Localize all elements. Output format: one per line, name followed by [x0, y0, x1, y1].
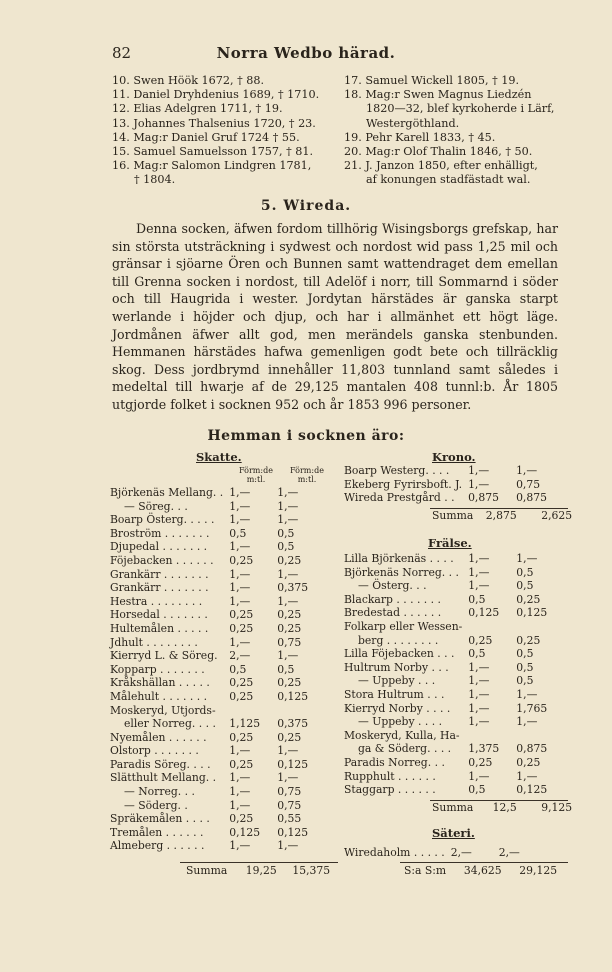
farm-name: Moskeryd, Kulla, Ha- [344, 728, 460, 742]
farm-name: — Uppeby . . . . [358, 715, 443, 729]
section-title: 5. Wireda. [260, 198, 352, 214]
table-row [344, 606, 562, 620]
mantal-value: 0,25 [229, 730, 254, 744]
paragraph: Denna socken, äfwen fordom tillhörig Wisingsborgs grefskap, har sin största utsträckning i sydwest och nordost wid pass 1,25 mil och gränsar i sjöarne Ören och Bunnen samt wattendraget dem emellan till Grenna socken i nordost, till Adelöf i norr, till Sommarnd i söder och till Haugrida i wester. Jordytan härstädes är ganska starpt werlande i höjder och djup, och har i allmänhet ett högt läge. Jordmånen äfwer allt god, men merändels ganska stenbunden. Hemmanen härstädes hafwa gemenligen godt bete och tillräcklig skog. Dess jordbrymd innehåller 11,803 tunnland samt således i medeltal till hwarje af de 29,125 mantalen 408 tunnl:b. År 1805 utgjorde folket i socknen 952 och år 1853 996 personer. [112, 221, 558, 412]
table-row [344, 620, 562, 634]
mantal-value: 1,— [468, 579, 490, 593]
table-row [344, 715, 562, 729]
farm-name: berg . . . . . . . . [358, 633, 439, 647]
table-row [344, 770, 562, 784]
mantal-value: 0,875 [468, 491, 499, 505]
mantal-value: 1,— [468, 674, 490, 688]
mantal-value: 0,375 [277, 581, 309, 595]
mantal-value: 0,25 [468, 755, 493, 769]
mantal-value [516, 729, 562, 743]
mantal-value: 0,25 [229, 608, 254, 622]
mantal-value: 1,— [468, 565, 490, 579]
mantal-value: 0,75 [277, 785, 302, 799]
mantal-value: 0,5 [516, 579, 534, 593]
mantal-value: 1,— [229, 513, 251, 527]
skatte-col2-header: Förm:de m:tl. [290, 466, 324, 484]
list-item: 18. Mag:r Swen Magnus Liedzén [344, 88, 532, 102]
farm-name: Folkarp eller Wessen- [344, 619, 463, 633]
mantal-value: 0,125 [277, 689, 309, 703]
table-row [344, 783, 562, 797]
table-row [344, 478, 562, 492]
mantal-value: 1,125 [229, 717, 261, 731]
farm-name: Grankärr . . . . . . . [110, 581, 209, 595]
mantal-value: 0,25 [229, 689, 254, 703]
sum-value: 2,875 [485, 509, 517, 522]
running-title: Norra Wedbo härad. [216, 44, 396, 62]
farm-name: Kråkshällan . . . . . [110, 676, 210, 690]
farm-name: — Söreg. . . [124, 499, 188, 513]
table-row [110, 554, 323, 568]
sum-value: 2,625 [541, 509, 573, 522]
list-item: 14. Mag:r Daniel Gruf 1724 † 55. [112, 130, 300, 144]
table-row [110, 785, 323, 799]
mantal-value: 0,75 [516, 477, 541, 491]
mantal-value: 0,5 [277, 540, 295, 554]
skatte-heading: Skatte. [196, 450, 242, 464]
farm-name: — Norreg. . . [124, 785, 195, 799]
farm-name: Föjebacken . . . . . . [110, 553, 214, 567]
table-row [344, 593, 562, 607]
farm-name: Hultrum Norby . . . [344, 660, 449, 674]
sateri-heading: Säteri. [432, 826, 475, 840]
mantal-value: 1,— [516, 552, 538, 565]
farm-name: Moskeryd, Utjords- [110, 703, 216, 717]
mantal-value: 0,5 [516, 565, 534, 579]
fralse-table [344, 552, 562, 797]
farm-name: Hultemålen . . . . . [110, 621, 209, 635]
table-row [344, 464, 562, 478]
table-row [110, 663, 323, 677]
mantal-value: 0,125 [277, 825, 309, 839]
farm-name: Nyemålen . . . . . . [110, 730, 207, 744]
farm-name: Boarp Westerg. . . . [344, 464, 450, 477]
farm-name: Wireda Prestgård . . [344, 491, 455, 505]
mantal-value: 0,125 [277, 757, 309, 771]
table-row [110, 486, 323, 500]
farm-name: Bredestad . . . . . . [344, 606, 442, 620]
mantal-value: 1,— [468, 464, 490, 477]
farm-name: — Uppeby . . . [358, 674, 436, 688]
mantal-value: 0,875 [516, 491, 547, 505]
mantal-value: 1,— [468, 552, 490, 565]
farm-name: Boarp Österg. . . . . [110, 513, 215, 527]
sum-label: Summa [186, 864, 228, 877]
list-item: 1820—32, blef kyrkoherde i Lärf, [366, 102, 555, 116]
farm-name: Spräkemålen . . . . [110, 812, 210, 826]
mantal-value: 0,25 [516, 633, 541, 647]
mantal-value: 1,— [277, 486, 299, 499]
sum-rule [400, 862, 568, 863]
mantal-value: 1,— [229, 486, 251, 499]
mantal-value: 0,55 [277, 812, 302, 826]
mantal-value: 1,— [516, 464, 538, 477]
mantal-value: 2,— [450, 846, 472, 859]
farm-name: Kierryd Norby . . . . [344, 701, 451, 715]
farm-name: Paradis Söreg. . . . [110, 757, 211, 771]
farm-name: Jdhult . . . . . . . . [110, 635, 198, 649]
farm-name: Målehult . . . . . . . [110, 689, 208, 703]
mantal-value: 1,— [516, 769, 538, 783]
farm-name: Horsedal . . . . . . . [110, 608, 208, 622]
list-item: 10. Swen Höök 1672, † 88. [112, 74, 265, 87]
farm-name: Almeberg . . . . . . [110, 839, 205, 853]
mantal-value: 0,125 [516, 783, 548, 797]
farm-name: Stora Hultrum . . . [344, 687, 445, 701]
mantal-value: 0,5 [468, 647, 486, 661]
table-row [344, 634, 562, 648]
mantal-value: 0,5 [516, 660, 534, 674]
table-row [344, 742, 562, 756]
mantal-value: 0,125 [516, 606, 548, 620]
mantal-value: 1,— [468, 701, 490, 715]
farm-name: Björkenäs Mellang. . [110, 486, 224, 499]
mantal-value: 1,— [468, 477, 490, 491]
table-row [344, 491, 562, 505]
mantal-value: 0,5 [277, 662, 295, 676]
mantal-value: 1,375 [468, 742, 500, 756]
table-row [110, 608, 323, 622]
mantal-value: 1,— [229, 499, 251, 513]
mantal-value: 0,25 [516, 592, 541, 606]
mantal-value: 0,25 [277, 730, 302, 744]
farm-name: Rupphult . . . . . . [344, 769, 436, 783]
mantal-value: 0,5 [516, 674, 534, 688]
mantal-value: 1,— [468, 687, 490, 701]
farm-name: Kopparp . . . . . . . [110, 662, 205, 676]
list-item: 21. J. Janzon 1850, efter enhälligt, [344, 159, 538, 173]
mantal-value: 0,25 [468, 633, 493, 647]
list-item: † 1804. [134, 173, 176, 187]
list-item: af konungen stadfästadt wal. [366, 173, 531, 187]
list-item: 20. Mag:r Olof Thalin 1846, † 50. [344, 145, 533, 159]
list-item: Westergöthland. [366, 116, 460, 130]
farm-name: Lilla Föjebacken . . . [344, 647, 455, 661]
sum-value: 12,5 [492, 801, 517, 814]
table-row [110, 799, 323, 813]
table-row [110, 676, 323, 690]
mantal-value: 2,— [229, 649, 251, 663]
mantal-value: 1,— [277, 771, 299, 785]
mantal-value: 0,25 [277, 676, 302, 690]
mantal-value: 0,375 [277, 717, 309, 731]
mantal-value [462, 729, 516, 743]
mantal-value: 1,— [516, 715, 538, 729]
krono-heading: Krono. [432, 450, 476, 464]
mantal-value [516, 620, 562, 634]
mantal-value: 0,75 [277, 798, 302, 812]
parish-description [112, 220, 558, 414]
mantal-value [277, 704, 323, 718]
list-item: 12. Elias Adelgren 1711, † 19. [112, 102, 283, 116]
mantal-value: 1,— [229, 839, 251, 853]
list-item: 11. Daniel Dryhdenius 1689, † 1710. [112, 88, 320, 102]
mantal-value: 1,— [468, 715, 490, 729]
table-row [110, 500, 323, 514]
table-row [110, 636, 323, 650]
sum-rule [180, 862, 338, 863]
mantal-value: 1,— [277, 499, 299, 513]
farm-name: Hestra . . . . . . . . [110, 594, 203, 608]
mantal-value: 0,5 [516, 647, 534, 661]
mantal-value: 1,— [229, 581, 251, 595]
farm-name: Slätthult Mellang. . [110, 771, 217, 785]
mantal-value: 0,5 [468, 592, 486, 606]
skatte-table [110, 486, 323, 853]
table-row [110, 527, 323, 541]
sum-label: S:a S:m [404, 864, 447, 877]
krono-sum [432, 509, 572, 522]
farm-name: Kierryd L. & Söreg. [110, 649, 218, 663]
table-row [344, 579, 562, 593]
list-item: 13. Johannes Thalsenius 1720, † 23. [112, 116, 316, 130]
mantal-value: 0,75 [277, 635, 302, 649]
farm-name: Lilla Björkenäs . . . . [344, 552, 454, 565]
mantal-value: 0,25 [229, 757, 254, 771]
table-row [110, 649, 323, 663]
table-row [110, 595, 323, 609]
table-row [344, 756, 562, 770]
mantal-value: 1,— [229, 771, 251, 785]
pastor-list-left [112, 74, 319, 188]
sum-value: 29,125 [519, 864, 558, 877]
table-row [110, 540, 323, 554]
table-row [344, 729, 562, 743]
mantal-value: 1,— [229, 785, 251, 799]
farm-name: Paradis Norreg. . . [344, 755, 445, 769]
mantal-value: 1,— [229, 635, 251, 649]
table-row [344, 674, 562, 688]
hemman-title: Hemman i socknen äro: [207, 428, 405, 444]
fralse-heading: Frälse. [428, 536, 472, 550]
mantal-value: 1,— [229, 798, 251, 812]
mantal-value: 0,25 [229, 676, 254, 690]
mantal-value: 1,— [229, 540, 251, 554]
table-row [344, 647, 562, 661]
pastor-list-right [344, 74, 554, 188]
mantal-value: 1,— [277, 839, 299, 853]
sateri-table [344, 846, 545, 860]
mantal-value: 1,765 [516, 701, 548, 715]
mantal-value [462, 620, 516, 634]
fralse-sum [432, 801, 572, 814]
farm-name: Olstorp . . . . . . . [110, 744, 199, 758]
mantal-value: 0,5 [468, 783, 486, 797]
table-row [344, 702, 562, 716]
mantal-value: 1,— [277, 744, 299, 758]
mantal-value: 1,— [277, 513, 299, 527]
mantal-value: 1,— [229, 567, 251, 581]
mantal-value: 0,875 [516, 742, 548, 756]
table-row [110, 690, 323, 704]
list-item: 16. Mag:r Salomon Lindgren 1781, [112, 159, 312, 173]
farm-name: Wiredaholm . . . . . [344, 846, 445, 859]
farm-name: eller Norreg. . . . [124, 717, 216, 731]
mantal-value: 2,— [498, 846, 520, 859]
mantal-value: 0,25 [229, 621, 254, 635]
krono-table [344, 464, 562, 505]
list-item: 17. Samuel Wickell 1805, † 19. [344, 74, 520, 87]
mantal-value: 1,— [277, 567, 299, 581]
farm-name: Ekeberg Fyrirsboft. J. [344, 477, 463, 491]
mantal-value: 0,25 [229, 553, 254, 567]
mantal-value [223, 704, 277, 718]
list-item: 15. Samuel Samuelsson 1757, † 81. [112, 145, 314, 159]
sum-value: 9,125 [541, 801, 573, 814]
skatte-col1-header: Förm:de m:tl. [239, 466, 273, 484]
table-row [110, 704, 323, 718]
table-row [344, 846, 545, 860]
mantal-value: 1,— [229, 744, 251, 758]
skatte-sum [186, 864, 330, 877]
mantal-value: 0,125 [229, 825, 261, 839]
mantal-value: 0,25 [516, 755, 541, 769]
farm-name: Grankärr . . . . . . . [110, 567, 209, 581]
mantal-value: 0,125 [468, 606, 500, 620]
farm-name: — Österg. . . [358, 579, 427, 593]
table-row [110, 744, 323, 758]
sum-value: 15,375 [292, 864, 331, 877]
page-number: 82 [112, 44, 132, 62]
table-row [110, 568, 323, 582]
table-row [344, 566, 562, 580]
farm-name: Tremålen . . . . . . [110, 825, 204, 839]
farm-name: Blackarp . . . . . . . [344, 592, 441, 606]
table-row [110, 839, 323, 853]
farm-name: Broström . . . . . . . [110, 526, 210, 540]
grand-sum [404, 864, 557, 877]
list-item: 19. Pehr Karell 1833, † 45. [344, 130, 496, 144]
mantal-value: 0,25 [277, 621, 302, 635]
mantal-value: 1,— [277, 594, 299, 608]
sum-label: Summa [432, 801, 474, 814]
sum-label: Summa [432, 509, 474, 522]
mantal-value: 0,5 [229, 526, 247, 540]
mantal-value: 0,25 [229, 812, 254, 826]
sum-value: 19,25 [245, 864, 277, 877]
table-row [110, 717, 323, 731]
mantal-value: 0,5 [277, 526, 295, 540]
table-row [110, 758, 323, 772]
farm-name: Staggarp . . . . . . [344, 783, 436, 797]
table-row [344, 552, 562, 566]
farm-name: ga & Söderg. . . . [358, 742, 452, 756]
mantal-value: 1,— [229, 594, 251, 608]
mantal-value: 0,25 [277, 608, 302, 622]
mantal-value: 1,— [277, 649, 299, 663]
table-row [110, 513, 323, 527]
sum-value: 34,625 [463, 864, 502, 877]
table-row [344, 688, 562, 702]
table-row [110, 581, 323, 595]
farm-name: Björkenäs Norreg. . . [344, 565, 459, 579]
mantal-value: 1,— [468, 769, 490, 783]
table-row [344, 661, 562, 675]
mantal-value: 0,5 [229, 662, 247, 676]
table-row [110, 826, 323, 840]
table-row [110, 731, 323, 745]
table-row [110, 812, 323, 826]
table-row [110, 622, 323, 636]
table-row [110, 771, 323, 785]
farm-name: Djupedal . . . . . . . [110, 540, 208, 554]
mantal-value: 1,— [468, 660, 490, 674]
mantal-value: 0,25 [277, 553, 302, 567]
farm-name: — Söderg. . [124, 798, 188, 812]
mantal-value: 1,— [516, 687, 538, 701]
